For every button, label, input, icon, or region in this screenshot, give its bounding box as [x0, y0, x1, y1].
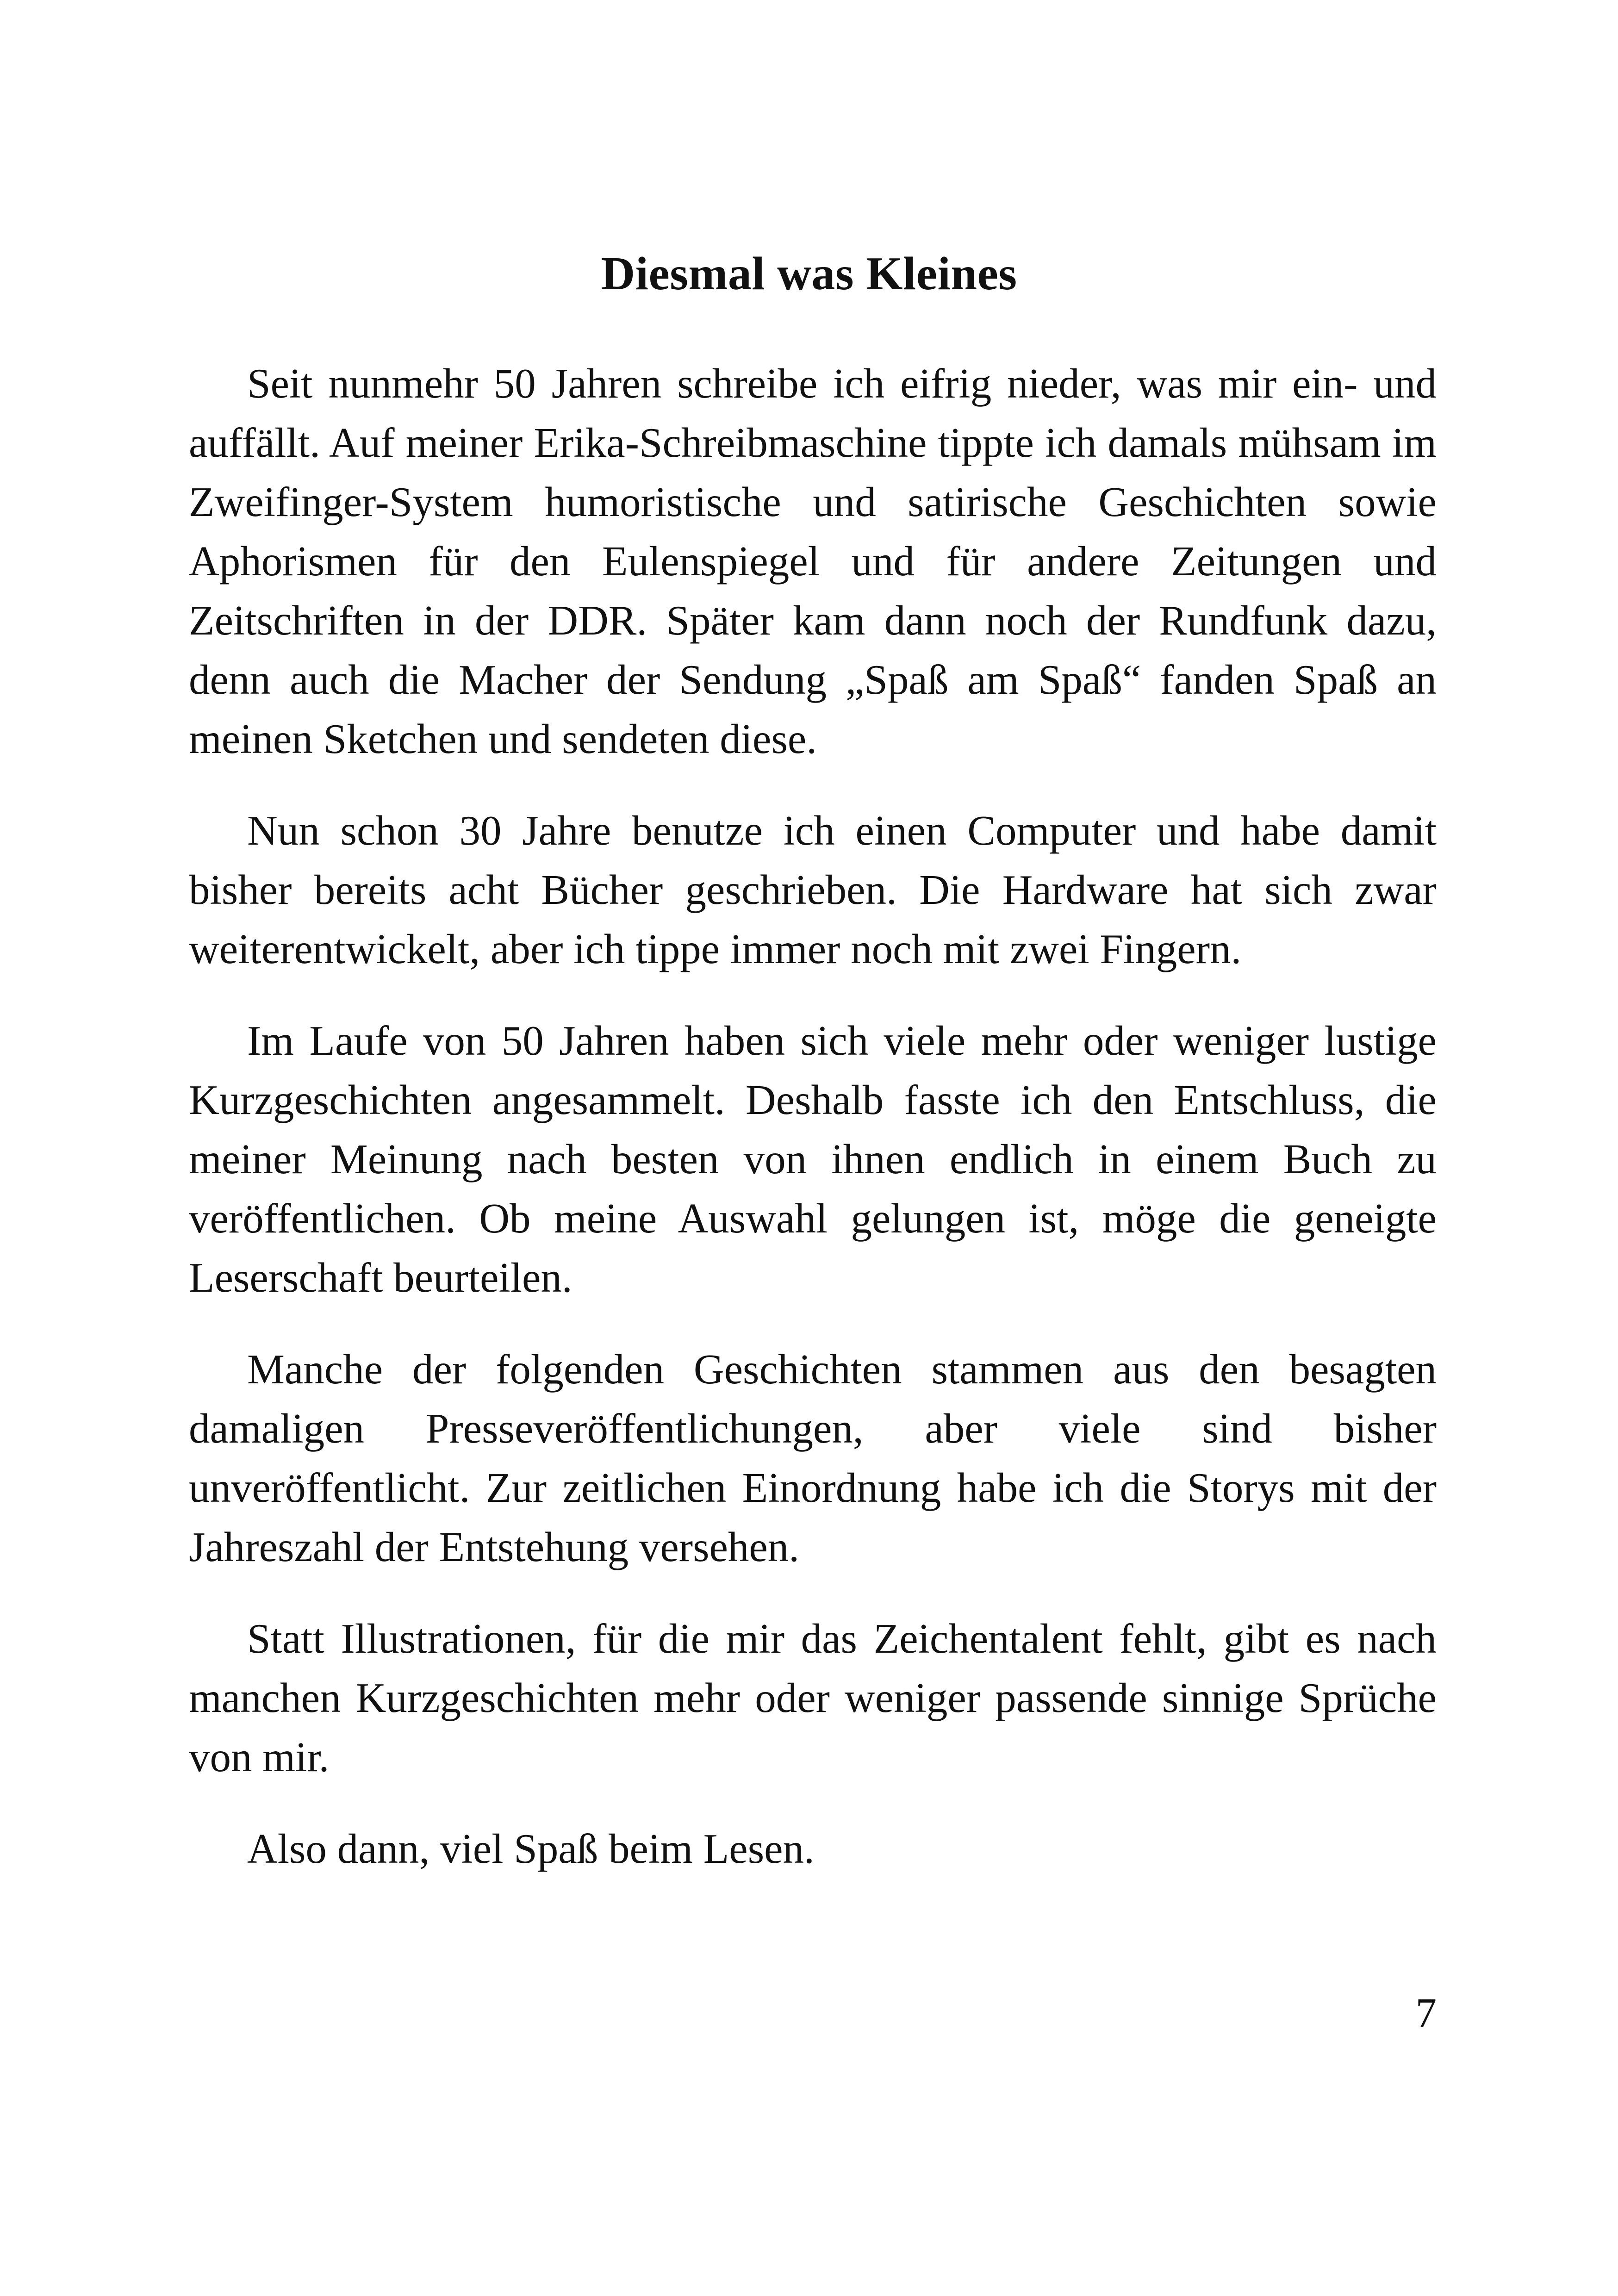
- paragraph-5: Statt Illustrationen, für die mir das Zeichentalent fehlt, gibt es nach manchen Kurzgeschichten mehr oder weniger passende sinnige Sprüche von mir.: [189, 1615, 1437, 1780]
- paragraph-6: Also dann, viel Spaß beim Lesen.: [247, 1825, 815, 1872]
- paragraph-2: Nun schon 30 Jahre benutze ich einen Computer und habe damit bisher bereits acht Bücher geschrieben. Die Hardware hat sich zwar weiterentwickelt, aber ich tippe immer noch mit zwei Fingern.: [189, 807, 1437, 972]
- paragraph-1: Seit nunmehr 50 Jahren schreibe ich eifrig nieder, was mir ein- und auffällt. Auf meiner Erika-Schreibmaschine tippte ich damals mühsam im Zweifinger-System humoristische und satirische Geschichten sowie Aphorismen für den Eulenspiegel und für andere Zeitungen und Zeitschriften in der DDR. Später kam dann noch der Rundfunk dazu, denn auch die Macher der Sendung „Spaß am Spaß“ fanden Spaß an meinen Sketchen und sendeten diese.: [189, 360, 1437, 762]
- chapter-title: Diesmal was Kleines: [601, 248, 1017, 300]
- paragraph-3: Im Laufe von 50 Jahren haben sich viele mehr oder weniger lustige Kurzgeschichten angesammelt. Deshalb fasste ich den Entschluss, die meiner Meinung nach besten von ihnen endlich in einem Buch zu veröffentlichen. Ob meine Auswahl gelungen ist, möge die geneigte Leserschaft beurteilen.: [189, 1017, 1437, 1301]
- paragraph-4: Manche der folgenden Geschichten stammen aus den besagten damaligen Presseveröffentlichungen, aber viele sind bisher unveröffentlicht. Zur zeitlichen Einordnung habe ich die Storys mit der Jahreszahl der Entstehung versehen.: [189, 1346, 1437, 1570]
- body-text: [189, 354, 1437, 1911]
- page-number: 7: [1415, 1990, 1437, 2036]
